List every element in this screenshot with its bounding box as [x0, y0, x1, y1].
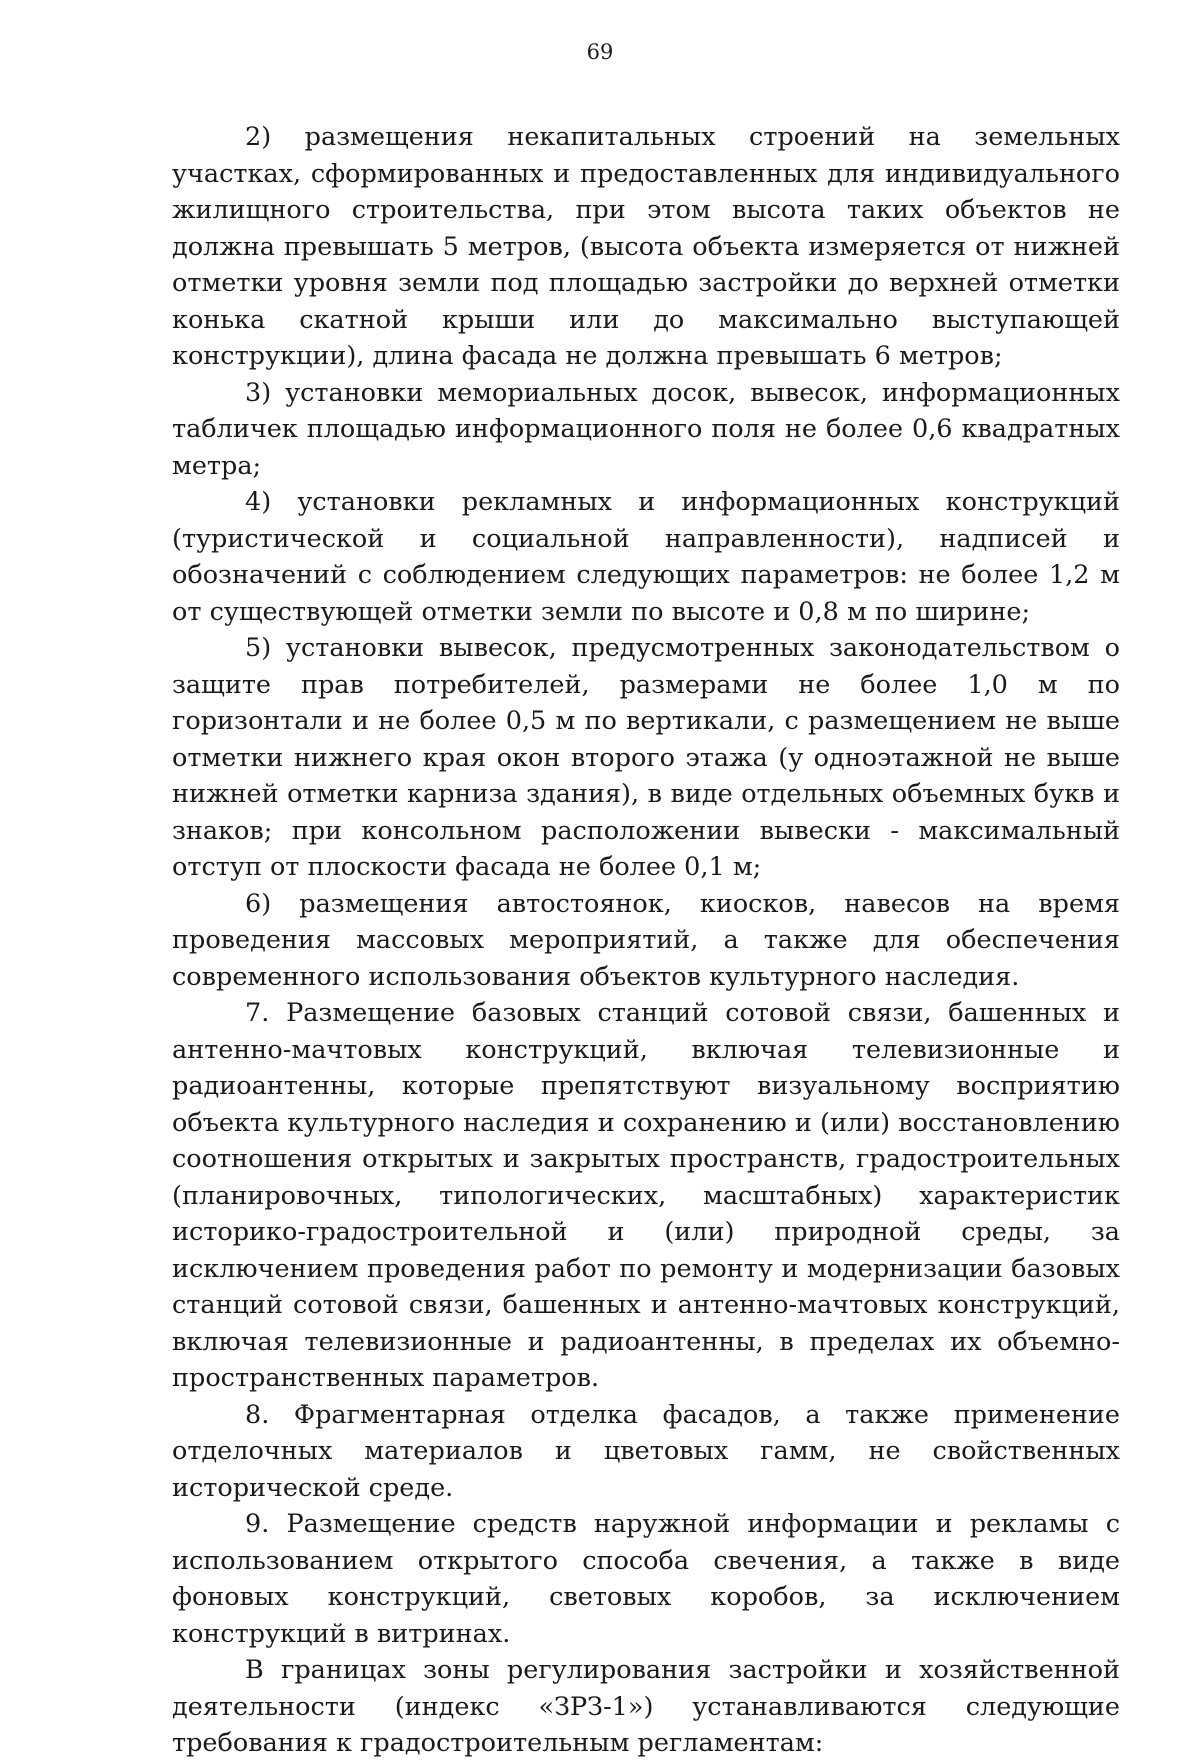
- body-text: [172, 119, 1120, 1762]
- paragraph-clause-7: 7. Размещение базовых станций сотовой связи, башенных и антенно-мачтовых конструкций, включая телевизионные и радиоантенны, которые препятствуют визуальному восприятию объекта культурного наследия и сохранению и (или) восстановлению соотношения открытых и закрытых пространств, градостроительных (планировочных, типологических, масштабных) характеристик историко-градостроительной и (или) природной среды, за исключением проведения работ по ремонту и модернизации базовых станций сотовой связи, башенных и антенно-мачтовых конструкций, включая телевизионные и радиоантенны, в пределах их объемно-пространственных параметров.: [172, 998, 1120, 1393]
- paragraph-item-4: 4) установки рекламных и информационных конструкций (туристической и социальной направленности), надписей и обозначений с соблюдением следующих параметров: не более 1,2 м от существующей отметки земли по высоте и 0,8 м по ширине;: [172, 487, 1120, 627]
- paragraph-item-3: 3) установки мемориальных досок, вывесок, информационных табличек площадью информационного поля не более 0,6 квадратных метра;: [172, 377, 1120, 481]
- page-number: 69: [586, 40, 614, 64]
- paragraph-clause-9: 9. Размещение средств наружной информации и рекламы с использованием открытого способа свечения, а также в виде фоновых конструкций, световых коробов, за исключением конструкций в витринах.: [172, 1509, 1120, 1649]
- paragraph-clause-8: 8. Фрагментарная отделка фасадов, а также применение отделочных материалов и цветовых гамм, не свойственных исторической среде.: [172, 1399, 1120, 1503]
- paragraph-item-5: 5) установки вывесок, предусмотренных законодательством о защите прав потребителей, размерами не более 1,0 м по горизонтали и не более 0,5 м по вертикали, с размещением не выше отметки нижнего края окон второго этажа (у одноэтажной не выше нижней отметки карниза здания), в виде отдельных объемных букв и знаков; при консольном расположении вывески - максимальный отступ от плоскости фасада не более 0,1 м;: [172, 633, 1120, 882]
- paragraph-item-6: 6) размещения автостоянок, киосков, навесов на время проведения массовых мероприятий, а также для обеспечения современного использования объектов культурного наследия.: [172, 888, 1120, 992]
- paragraph-item-2: 2) размещения некапитальных строений на земельных участках, сформированных и предоставленных для индивидуального жилищного строительства, при этом высота таких объектов не должна превышать 5 метров, (высота объекта измеряется от нижней отметки уровня земли под площадью застройки до верхней отметки конька скатной крыши или до максимально выступающей конструкции), длина фасада не должна превышать 6 метров;: [172, 122, 1120, 371]
- paragraph-zrz-1-intro: В границах зоны регулирования застройки и хозяйственной деятельности (индекс «ЗРЗ-1») устанавливаются следующие требования к градостроительным регламентам:: [172, 1655, 1120, 1758]
